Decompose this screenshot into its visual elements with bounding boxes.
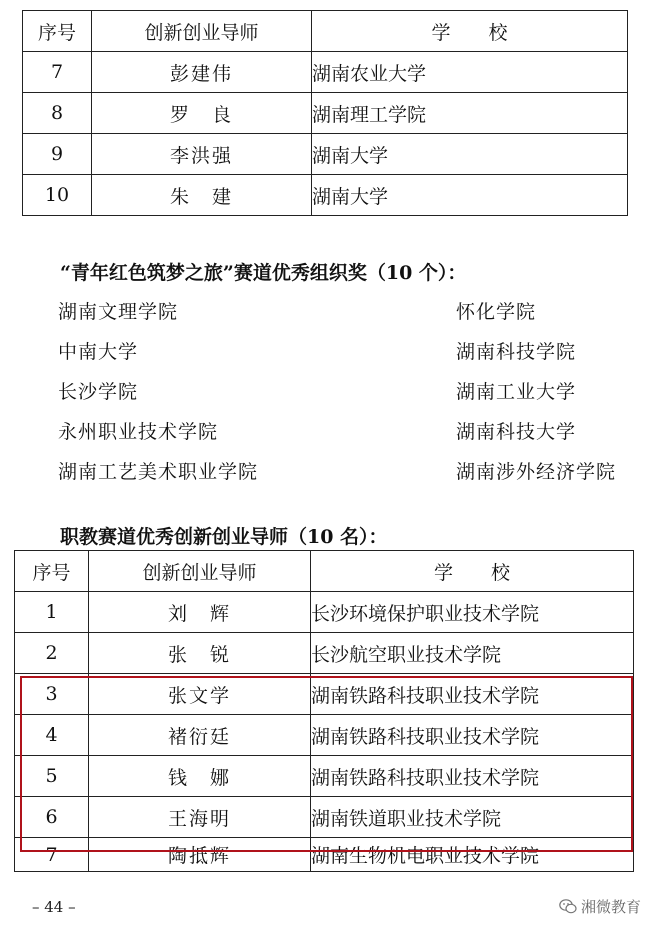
section-heading-vocational-mentors: 职教赛道优秀创新创业导师（10 名）： [60,526,388,548]
row-mentor: 陶抵辉 [89,838,311,872]
table-row [23,175,628,216]
row-no: 8 [23,93,92,134]
table-row [15,715,634,756]
row-no: 9 [23,134,92,175]
wechat-icon [559,899,577,914]
school-name: 永州职业技术学院 [58,421,219,443]
table-row [15,592,634,633]
school-name: 长沙学院 [58,381,139,403]
list-item [58,452,648,492]
row-mentor: 朱 建 [92,175,312,216]
mentor-table-continued [22,10,628,216]
row-school: 湖南铁路科技职业技术学院 [311,756,634,797]
table-row [23,134,628,175]
table-row [15,674,634,715]
row-mentor: 钱 娜 [89,756,311,797]
school-name: 湖南工业大学 [456,381,577,403]
watermark-text: 湘微教育 [580,898,641,916]
table-row [15,838,634,872]
row-no: 7 [23,52,92,93]
row-school: 湖南铁道职业技术学院 [311,797,634,838]
list-item [58,292,648,332]
row-mentor: 王海明 [89,797,311,838]
school-name: 湖南文理学院 [58,301,179,323]
row-no: 4 [15,715,89,756]
list-item [58,412,648,452]
school-name: 怀化学院 [456,301,537,323]
table-row [23,52,628,93]
row-no: 7 [15,838,89,872]
table-header-row [15,551,634,592]
section-heading-red-dream: “青年红色筑梦之旅”赛道优秀组织奖（10 个）： [60,262,467,284]
row-no: 1 [15,592,89,633]
row-no: 10 [23,175,92,216]
header-mentor: 创新创业导师 [89,551,311,592]
row-no: 2 [15,633,89,674]
row-mentor: 张 锐 [89,633,311,674]
table-header-row [23,11,628,52]
row-mentor: 罗 良 [92,93,312,134]
header-school: 学 校 [312,11,628,52]
row-mentor: 李洪强 [92,134,312,175]
row-school: 湖南理工学院 [312,93,628,134]
list-item [58,372,648,412]
header-school: 学 校 [311,551,634,592]
row-school: 湖南铁路科技职业技术学院 [311,674,634,715]
table-row [15,756,634,797]
row-school: 长沙航空职业技术学院 [311,633,634,674]
header-mentor: 创新创业导师 [92,11,312,52]
row-mentor: 彭建伟 [92,52,312,93]
row-no: 6 [15,797,89,838]
page-number: – 44 – [32,898,76,916]
row-mentor: 张文学 [89,674,311,715]
school-name: 中南大学 [58,341,139,363]
vocational-mentor-table [14,550,634,872]
row-school: 湖南农业大学 [312,52,628,93]
table-row [15,797,634,838]
row-mentor: 褚衍廷 [89,715,311,756]
watermark [559,896,641,917]
school-name: 湖南工艺美术职业学院 [58,461,259,483]
header-no: 序号 [15,551,89,592]
list-item [58,332,648,372]
row-school: 湖南生物机电职业技术学院 [311,838,634,872]
row-mentor: 刘 辉 [89,592,311,633]
school-name: 湖南科技学院 [456,341,577,363]
school-name: 湖南涉外经济学院 [456,461,617,483]
header-no: 序号 [23,11,92,52]
row-school: 湖南大学 [312,134,628,175]
row-school: 湖南铁路科技职业技术学院 [311,715,634,756]
school-name: 湖南科技大学 [456,421,577,443]
row-school: 长沙环境保护职业技术学院 [311,592,634,633]
table-row [23,93,628,134]
award-school-list [58,292,648,492]
row-no: 5 [15,756,89,797]
row-no: 3 [15,674,89,715]
table-row [15,633,634,674]
row-school: 湖南大学 [312,175,628,216]
